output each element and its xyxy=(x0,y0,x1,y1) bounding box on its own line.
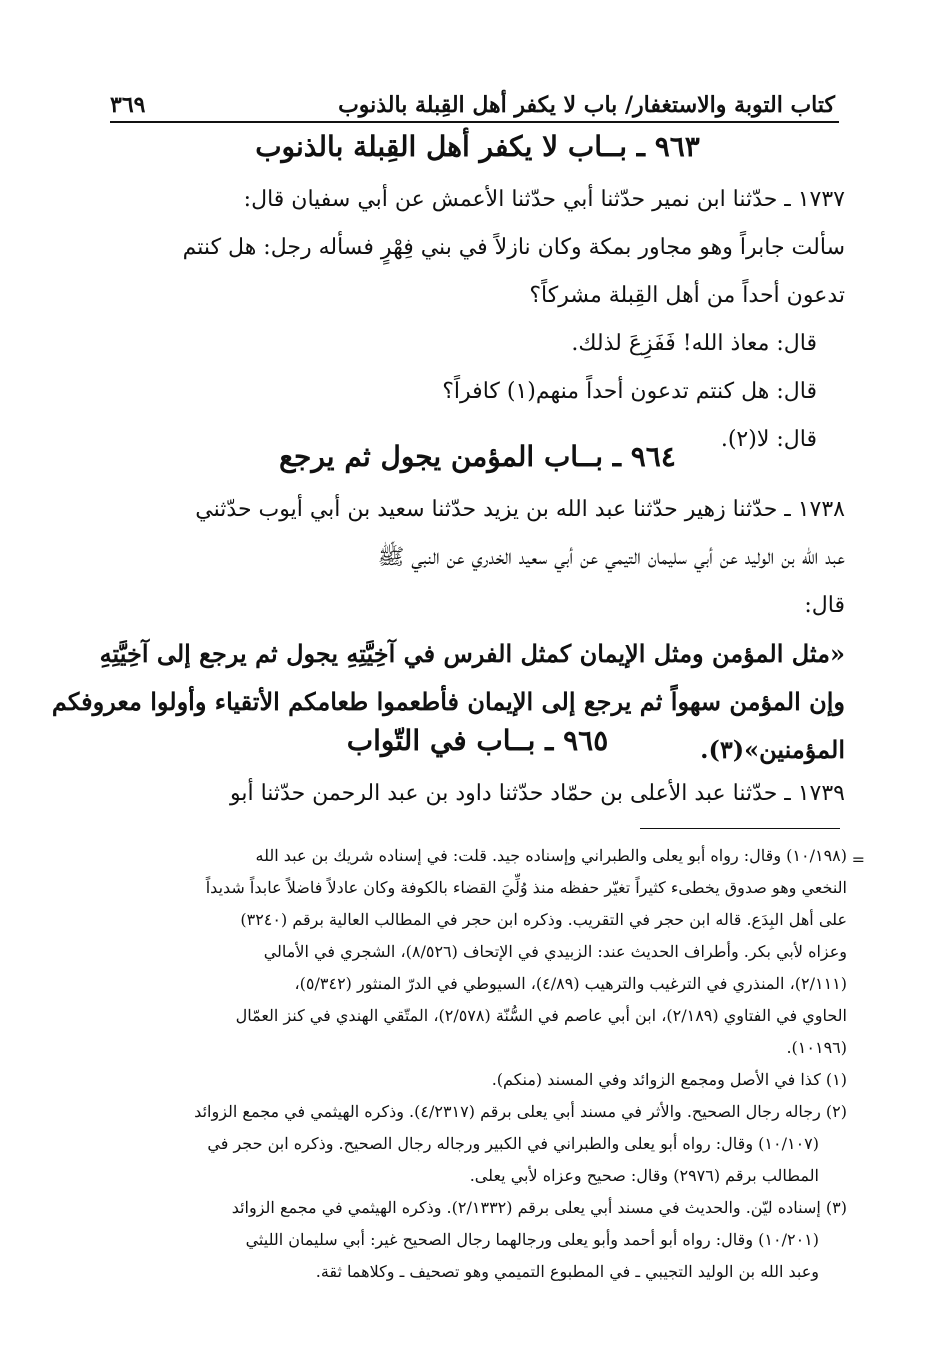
text-line: ١٧٣٩ ـ حدّثنا عبد الأعلى بن حمّاد حدّثنا داود بن عبد الرحمن حدّثنا أبو xyxy=(229,781,845,806)
footnote-rule xyxy=(640,828,840,829)
text-line: عبد الله بن الوليد عن أبي سليمان التيمي عن أبي سعيد الخدري عن النبي ﷺ xyxy=(377,545,845,570)
footnote-line: (٢) رجاله رجال الصحيح. والأثر في مسند أبي يعلى برقم (٤/٢٣١٧). وذكره الهيثمي في مجمع الزوائد xyxy=(194,1102,847,1121)
text-line: قال: xyxy=(804,593,845,618)
footnote-line: (١٠/١٠٧) وقال: رواه أبو يعلى والطبراني في الكبير ورجاله رجال الصحيح. وذكره ابن حجر في xyxy=(207,1134,819,1153)
footnote-line: الحاوي في الفتاوي (٢/١٨٩)، ابن أبي عاصم في السُّنّة (٢/٥٧٨)، المتّقي الهندي في كنز العمّال xyxy=(235,1006,847,1025)
text-line: ١٧٣٧ ـ حدّثنا ابن نمير حدّثنا أبي حدّثنا الأعمش عن أبي سفيان قال: xyxy=(243,187,845,212)
hadith-1739 xyxy=(110,770,845,818)
quote-line: «مثل المؤمن ومثل الإيمان كمثل الفرس في آخِيَّتِهِ يجول ثم يرجع إلى آخِيَّتِهِ xyxy=(99,639,845,668)
running-head xyxy=(110,82,835,118)
text-line: ١٧٣٨ ـ حدّثنا زهير حدّثنا عبد الله بن يزيد حدّثنا سعيد بن أبي أيوب حدّثني xyxy=(195,497,845,522)
running-head-title: كتاب التوبة والاستغفار/ باب لا يكفر أهل القِبلة بالذنوب xyxy=(338,92,835,118)
quote-line: المؤمنين»(٣). xyxy=(700,735,845,764)
footnote-line: (٣) إسناده ليّن. والحديث في مسند أبي يعلى برقم (٢/١٣٣٢). وذكره الهيثمي في مجمع الزوائد xyxy=(231,1198,847,1217)
footnote-2 xyxy=(100,1096,847,1192)
continuation-marker: = xyxy=(851,850,865,869)
footnote-line: (١٠١٩٦). xyxy=(786,1038,847,1057)
chapter-heading: ٩٦٤ ـ بــاب المؤمن يجول ثم يرجع xyxy=(279,440,676,473)
text-line: تدعون أحداً من أهل القِبلة مشركاً؟ xyxy=(529,283,845,308)
footnote-line: النخعي وهو صدوق يخطىء كثيراً تغيّر حفظه منذ وُلِّيَ القضاء بالكوفة وكان عادلاً فاضلاً عابداً شديداً xyxy=(205,878,847,897)
header-rule xyxy=(110,121,839,123)
footnote-1 xyxy=(100,1064,847,1096)
footnote-line: وعزاه لأبي بكر. وأطراف الحديث عند: الزبيدي في الإتحاف (٨/٥٢٦)، الشجري في الأمالي xyxy=(263,942,847,961)
footnote-line: (١٠/١٩٨) وقال: رواه أبو يعلى والطبراني وإسناده جيد. قلت: في إسناده شريك بن عبد الله xyxy=(255,846,847,865)
chapter-965 xyxy=(110,724,845,818)
hadith-1737 xyxy=(110,176,845,464)
chapter-963 xyxy=(110,130,845,464)
footnote-line: (١) كذا في الأصل ومجمع الزوائد وفي المسند (منكم). xyxy=(491,1070,847,1089)
footnote-line: (١٠/٢٠١) وقال: رواه أبو أحمد وأبو يعلى ورجالهما رجال الصحيح غير: أبي سليمان الليثي xyxy=(245,1230,819,1249)
text-line: سألت جابراً وهو مجاور بمكة وكان نازلاً في بني فِهْرٍ فسأله رجل: هل كنتم xyxy=(182,235,845,260)
footnotes xyxy=(100,840,847,1288)
text-line: قال: هل كنتم تدعون أحداً منهم(١) كافراً؟ xyxy=(442,379,817,404)
footnote-continuation xyxy=(100,840,847,1064)
footnote-line: المطالب برقم (٢٩٧٦) وقال: صحيح وعزاه لأبي يعلى. xyxy=(469,1166,819,1185)
text-line: قال: معاذ الله! فَفَزِعَ لذلك. xyxy=(571,331,817,356)
quote-line: وإن المؤمن سهواً ثم يرجع إلى الإيمان فأطعموا طعامكم الأتقياء وأولوا معروفكم xyxy=(51,687,845,716)
footnote-line: على أهل البِدَع. قاله ابن حجر في التقريب. وذكره ابن حجر في المطالب العالية برقم (٣٢٤٠) xyxy=(240,910,847,929)
footnote-line: (٢/١١١)، المنذري في الترغيب والترهيب (٤/٨٩)، السيوطي في الدرّ المنثور (٥/٣٤٢)، xyxy=(294,974,847,993)
text-line: قال: لا(٢). xyxy=(720,427,817,452)
footnote-line: وعبد الله بن الوليد التجيبي ـ في المطبوع التميمي وهو تصحيف ـ وكلاهما ثقة. xyxy=(315,1262,819,1281)
footnote-3 xyxy=(100,1192,847,1288)
chapter-heading: ٩٦٣ ـ بــاب لا يكفر أهل القِبلة بالذنوب xyxy=(255,130,700,163)
page-number: ٣٦٩ xyxy=(110,92,146,118)
chapter-heading: ٩٦٥ ـ بــاب في التّواب xyxy=(346,724,609,757)
